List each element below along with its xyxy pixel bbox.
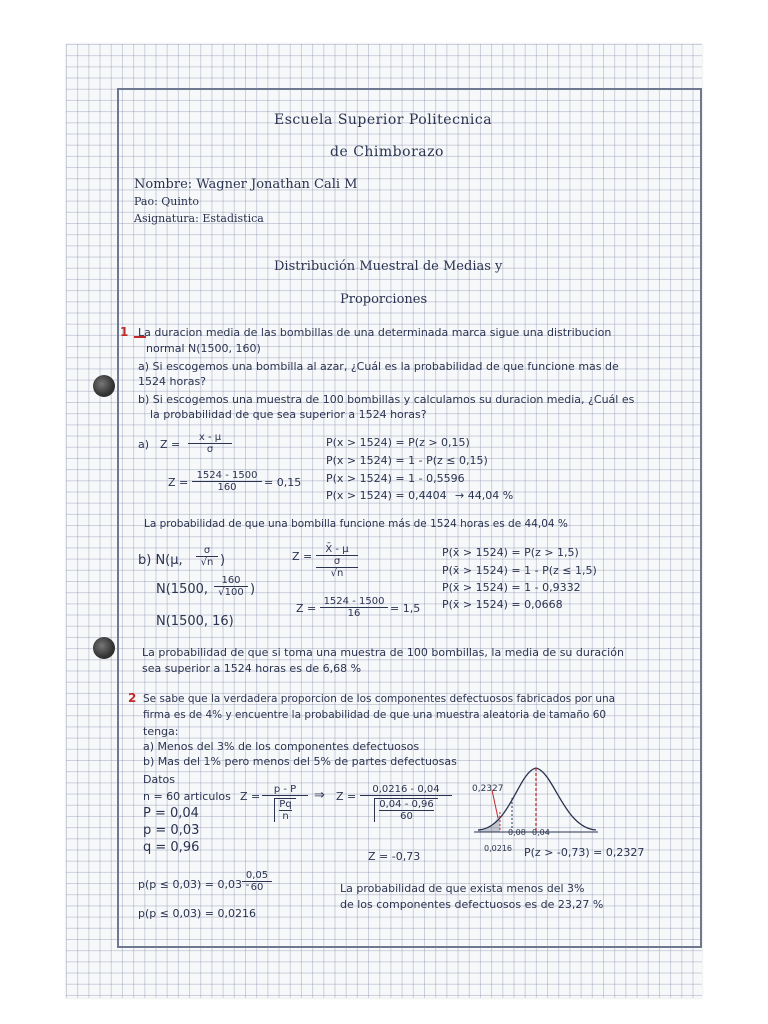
p2-z-numerator: p - P — [262, 784, 308, 796]
p1b-z2-numerator: 1524 - 1500 — [320, 596, 388, 608]
p1-question-a-line2: 1524 horas? — [138, 375, 207, 388]
p2-curve-probability: P(z > -0,73) = 0,2327 — [524, 846, 645, 859]
p1b-z2-label: Z = — [296, 602, 317, 615]
p1a-z2-denominator: 160 — [217, 482, 237, 493]
p2-z-sqrt-pq: Pq — [279, 799, 292, 810]
p2-statement-line3: tenga: — [143, 725, 179, 738]
p2-p-value: p = 0,03 — [143, 823, 200, 838]
p2-prob-line2: p(p ≤ 0,03) = 0,0216 — [138, 907, 256, 920]
school-name-line2: de Chimborazo — [330, 144, 444, 160]
p1a-percent-result: → 44,04 % — [455, 489, 514, 502]
p1-question-b-line1: b) Si escogemos una muestra de 100 bombillas y calculamos su duracion media, ¿Cuál es — [138, 393, 635, 406]
binder-hole-top — [93, 375, 115, 397]
p1b-z2-denominator: 16 — [347, 608, 361, 619]
p2-curve-tick-3: 0,0216 — [484, 844, 512, 853]
p1b-z-den-root-n: √n — [316, 567, 358, 579]
p1-question-a-line1: a) Si escogemos una bombilla al azar, ¿Cuál es la probabilidad de que funcione mas de — [138, 360, 619, 373]
p2-z-sqrt-n: n — [282, 811, 289, 822]
p2-z-label: Z = — [240, 790, 261, 803]
p1-statement-line1: La duracion media de las bombillas de una determinada marca sigue una distribucion — [138, 326, 612, 339]
p1b-prob-line3: P(x̄ > 1524) = 1 - 0,9332 — [442, 581, 581, 594]
p1a-conclusion: La probabilidad de que una bombilla funcione más de 1524 horas es de 44,04 % — [144, 518, 568, 530]
pao-label: Pao: Quinto — [134, 195, 200, 208]
p1a-z-substitution — [192, 470, 262, 493]
p2-curve-area-label: 0,2327 — [472, 784, 504, 794]
p2-prob-fraction-den: 60 — [250, 882, 264, 893]
p1a-prob-line3: P(x > 1524) = 1 - 0,5596 — [326, 472, 465, 485]
p1b-close-paren: ) — [220, 553, 226, 568]
p2-z-sub-numerator: 0,0216 - 0,04 — [360, 784, 452, 796]
p2-prob-line1: p(p ≤ 0,03) = 0,03 - — [138, 878, 250, 891]
p1a-z-formula — [188, 432, 232, 455]
p2-conclusion-line1: La probabilidad de que exista menos del 3% — [340, 882, 585, 895]
p1b-sigma-over-root-n — [196, 545, 218, 568]
p2-z-result: Z = -0,73 — [368, 850, 421, 863]
p1b-root-n: √n — [200, 557, 214, 568]
p1a-z-label: Z = — [160, 438, 181, 451]
p1a-prob-line4: P(x > 1524) = 0,4404 — [326, 489, 447, 502]
p2-P-value: P = 0,04 — [143, 806, 199, 821]
p2-z-formula — [262, 784, 308, 822]
p1b-root-100: √100 — [218, 587, 244, 598]
p2-prob-fraction-num: 0,05 — [242, 870, 272, 882]
p1b-label: b) N(μ, — [138, 553, 183, 568]
p2-z-sub-60: 60 — [400, 811, 413, 822]
p2-n-value: n = 60 articulos — [143, 790, 231, 803]
p1a-prob-line2: P(x > 1524) = 1 - P(z ≤ 0,15) — [326, 454, 488, 467]
p2-question-b: b) Mas del 1% pero menos del 5% de partes defectuosas — [143, 755, 457, 768]
p2-statement-line1: Se sabe que la verdadera proporcion de los componentes defectuosos fabricados por una — [143, 693, 616, 705]
p1a-z-denominator: σ — [206, 444, 214, 455]
subject-label: Asignatura: Estadistica — [134, 212, 264, 225]
p2-z-sub-sqrt — [374, 798, 438, 822]
p1b-prob-line2: P(x̄ > 1524) = 1 - P(z ≤ 1,5) — [442, 564, 597, 577]
binder-hole-bottom — [93, 637, 115, 659]
p1b-n-substituted: N(1500, — [156, 582, 209, 597]
p1b-sigma: σ — [196, 545, 218, 557]
problem-1-number: 1 — [120, 325, 129, 339]
p2-z-sub-inner: 0,04 - 0,96 — [379, 799, 434, 810]
p2-prob-fraction — [242, 870, 272, 893]
p1b-conclusion-line2: sea superior a 1524 horas es de 6,68 % — [142, 662, 362, 675]
school-name-line1: Escuela Superior Politecnica — [274, 112, 493, 128]
p1-statement-line2: normal N(1500, 160) — [146, 342, 261, 355]
p1a-z2-label: Z = — [168, 476, 189, 489]
p1b-conclusion-line1: La probabilidad de que si toma una muestra de 100 bombillas, la media de su duración — [142, 646, 624, 659]
p1b-z-label: Z = — [292, 550, 313, 563]
p1b-z-result: = 1,5 — [390, 602, 421, 615]
topic-title-line2: Proporciones — [340, 292, 428, 307]
p2-curve-pointer — [492, 790, 498, 818]
p1b-160-over-root-100 — [214, 575, 248, 598]
p2-z-substitution — [360, 784, 452, 822]
p1b-close-paren-2: ) — [250, 582, 256, 597]
p1-question-b-line2: la probabilidad de que sea superior a 1524 horas? — [150, 408, 427, 421]
p2-q-value: q = 0,96 — [143, 840, 200, 855]
p1a-z-result: = 0,15 — [264, 476, 302, 489]
p1a-z-numerator: x - μ — [188, 432, 232, 444]
p2-curve-tick-2: 0,04 — [532, 828, 550, 837]
p1b-z-formula — [316, 544, 358, 579]
p2-statement-line2: firma es de 4% y encuentre la probabilidad de que una muestra aleatoria de tamaño 60 — [143, 709, 607, 721]
p2-question-a: a) Menos del 3% de los componentes defectuosos — [143, 740, 420, 753]
p1b-n-result: N(1500, 16) — [156, 614, 234, 629]
p2-curve-tick-1: 0,08 — [508, 828, 526, 837]
p2-conclusion-line2: de los componentes defectuosos es de 23,27 % — [340, 898, 604, 911]
p1b-z-den-sigma: σ — [333, 556, 341, 567]
p2-implies-arrow: ⇒ — [314, 788, 325, 803]
p2-datos-label: Datos — [143, 773, 175, 786]
p1a-prob-line1: P(x > 1524) = P(z > 0,15) — [326, 436, 470, 449]
p2-z-sqrt — [274, 798, 295, 822]
p1b-z-substitution — [320, 596, 388, 619]
student-name: Nombre: Wagner Jonathan Cali M — [134, 177, 358, 192]
problem-2-number: 2 — [128, 691, 137, 705]
p1a-z2-numerator: 1524 - 1500 — [192, 470, 262, 482]
topic-title-line1: Distribución Muestral de Medias y — [274, 259, 503, 274]
p2-z-sub-label: Z = — [336, 790, 357, 803]
p1b-z-numerator: X̄ - μ — [316, 544, 358, 556]
p1a-label: a) — [138, 438, 150, 451]
p1b-160: 160 — [214, 575, 248, 587]
p1b-prob-line1: P(x̄ > 1524) = P(z > 1,5) — [442, 546, 579, 559]
p1b-prob-line4: P(x̄ > 1524) = 0,0668 — [442, 598, 563, 611]
